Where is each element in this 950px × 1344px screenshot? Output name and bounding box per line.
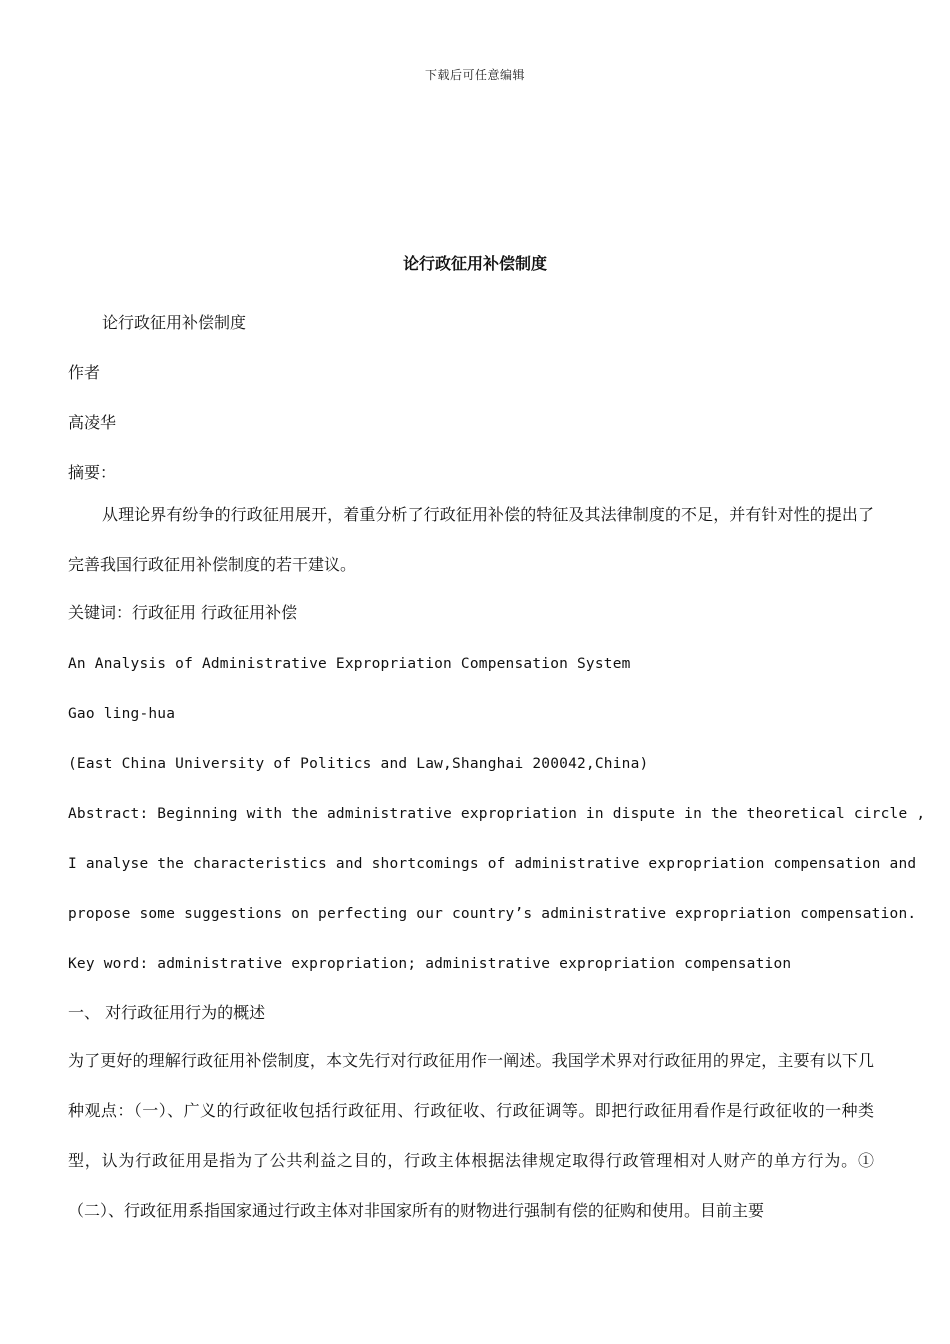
- section-heading: 一、 对行政征用行为的概述: [68, 1003, 266, 1022]
- english-keywords: Key word: administrative expropriation; administrative expropriation compensation: [68, 956, 792, 972]
- english-abstract-line: I analyse the characteristics and shortcomings of administrative expropriation compensation and: [68, 856, 917, 872]
- english-affiliation: (East China University of Politics and Law,Shanghai 200042,China): [68, 756, 649, 772]
- header-note: 下载后可任意编辑: [424, 68, 525, 82]
- keywords-chinese: 关键词：行政征用 行政征用补偿: [68, 603, 298, 622]
- subtitle: 论行政征用补偿制度: [102, 313, 247, 332]
- abstract-chinese: 从理论界有纷争的行政征用展开，着重分析了行政征用补偿的特征及其法律制度的不足，并有针对性的提出了完善我国行政征用补偿制度的若干建议。: [68, 505, 874, 574]
- english-title: An Analysis of Administrative Expropriation Compensation System: [68, 656, 631, 672]
- author-name: 高凌华: [68, 413, 117, 432]
- english-abstract-line: Abstract: Beginning with the administrative expropriation in dispute in the theoretical circle ,: [68, 806, 926, 822]
- english-abstract-line: propose some suggestions on perfecting our country’s administrative expropriation compensation.: [68, 906, 917, 922]
- author-label: 作者: [68, 363, 101, 382]
- section-body: 为了更好的理解行政征用补偿制度，本文先行对行政征用作一阐述。我国学术界对行政征用的界定，主要有以下几种观点：（一）、广义的行政征收包括行政征用、行政征收、行政征调等。即把行政征用看作是行政征收的一种类型，认为行政征用是指为了公共利益之目的，行政主体根据法律规定取得行政管理相对人财产的单方行为。①（二）、行政征用系指国家通过行政主体对非国家所有的财物进行强制有偿的征购和使用。目前主要: [68, 1051, 874, 1220]
- document-title: 论行政征用补偿制度: [402, 254, 547, 273]
- abstract-label: 摘要：: [68, 463, 117, 482]
- english-author: Gao ling-hua: [68, 706, 176, 722]
